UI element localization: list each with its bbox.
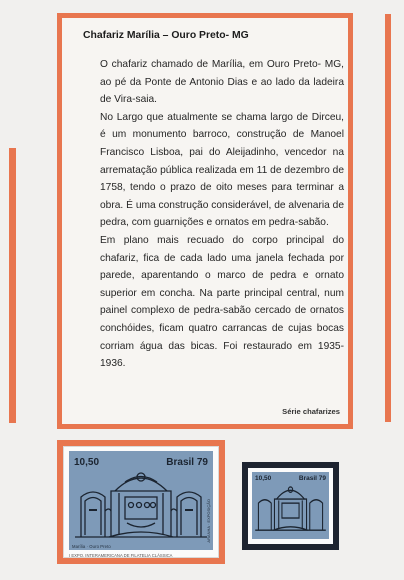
series-label: Série chafarizes [282, 407, 340, 416]
large-stamp-value: 10,50 [74, 457, 100, 468]
small-stamp-mount [242, 462, 339, 550]
small-fountain-engraving [252, 472, 329, 539]
large-stamp-side-text: ARANHA · EXPOSIÇÃO [206, 499, 211, 543]
paragraph-2-text: No Largo que atualmente se chama largo de Dirceu, é um monumento barroco, construção de Manoel Francisco Lisboa, pai do Aleijadinho, vencedor na arrematação pública realizada em 11 de dezembro de 1758, tendo o prazo de oito meses para terminar a obra. É uma construção considerável, de alvenaria de pedra, com guarnições e ornatos em pedra-sabão. [100, 111, 344, 229]
small-stamp-value: 10,50 [255, 475, 272, 482]
fountain-engraving [69, 451, 213, 550]
paragraph-2 [83, 109, 344, 232]
large-stamp-imprint: I EXPO. INTERAMERICANA DE FILATELIA CLÁSSICA [69, 553, 173, 558]
card-body [83, 56, 344, 373]
large-stamp-mount [57, 440, 225, 564]
large-stamp-design [69, 451, 213, 550]
large-stamp-caption: Marília · Ouro Preto [72, 544, 111, 549]
left-decorative-strip [9, 148, 16, 423]
card-title: Chafariz Marília – Ouro Preto- MG [83, 30, 249, 41]
small-stamp [248, 468, 333, 544]
small-stamp-design [252, 472, 329, 539]
paragraph-3 [83, 232, 344, 373]
paragraph-3-text: Em plano mais recuado do corpo principal do chafariz, fica de cada lado uma janela fechada por parede, aparentando o marco de pedra e ornato superior em concha. Na parte principal central, num painel complexo de pedra-sabão cercado de ornatos conchóides, ficam quatro carrancas de cujas bocas corriam água das bicas. Foi restaurado em 1935-1936. [100, 234, 344, 370]
small-stamp-brand: Brasil 79 [298, 475, 326, 482]
text-card-inner [62, 18, 348, 424]
large-stamp [63, 446, 219, 558]
right-decorative-strip [385, 14, 391, 422]
paragraph-1-text: O chafariz chamado de Marília, em Ouro Preto- MG, ao pé da Ponte de Antonio Dias e ao lado da ladeira de Vira-saia. [100, 59, 344, 106]
text-card [57, 13, 353, 429]
paragraph-1 [83, 56, 344, 109]
large-stamp-brand: Brasil 79 [166, 457, 208, 468]
